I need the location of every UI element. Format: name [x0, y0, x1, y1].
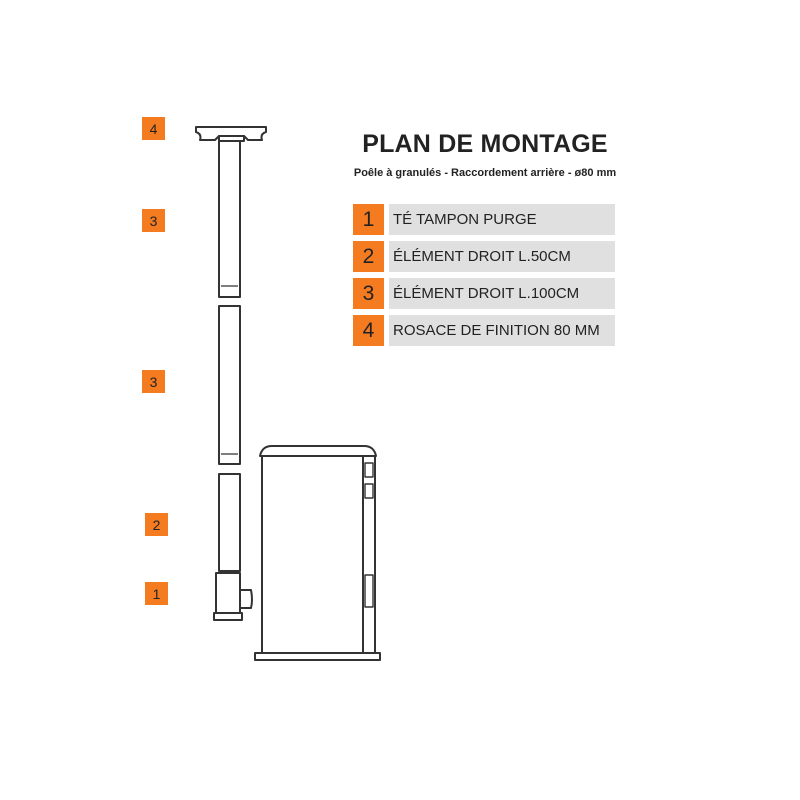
legend-number: 1 [353, 204, 384, 235]
callout-tee: 1 [145, 582, 168, 605]
callout-rosace: 4 [142, 117, 165, 140]
middle-pipe-part [219, 306, 240, 464]
legend-number: 2 [353, 241, 384, 272]
tee-purge-part [214, 573, 252, 620]
pellet-stove [255, 446, 380, 660]
legend-label: ÉLÉMENT DROIT L.100CM [389, 278, 615, 309]
callout-upper-pipe: 3 [142, 209, 165, 232]
legend-item [353, 278, 615, 309]
legend-label: ROSACE DE FINITION 80 MM [389, 315, 615, 346]
legend-number: 4 [353, 315, 384, 346]
page-title: PLAN DE MONTAGE [362, 130, 608, 158]
legend-item [353, 241, 615, 272]
legend-item [353, 315, 615, 346]
short-pipe-part [219, 474, 240, 571]
legend-label: TÉ TAMPON PURGE [389, 204, 615, 235]
legend-item [353, 204, 615, 235]
rosace-finition-part [196, 127, 266, 141]
callout-middle-pipe: 3 [142, 370, 165, 393]
page-subtitle: Poêle à granulés - Raccordement arrière - ø80 mm [353, 167, 617, 179]
upper-pipe-part [219, 141, 240, 297]
legend-number: 3 [353, 278, 384, 309]
legend-label: ÉLÉMENT DROIT L.50CM [389, 241, 615, 272]
parts-legend [353, 204, 615, 352]
callout-short-pipe: 2 [145, 513, 168, 536]
